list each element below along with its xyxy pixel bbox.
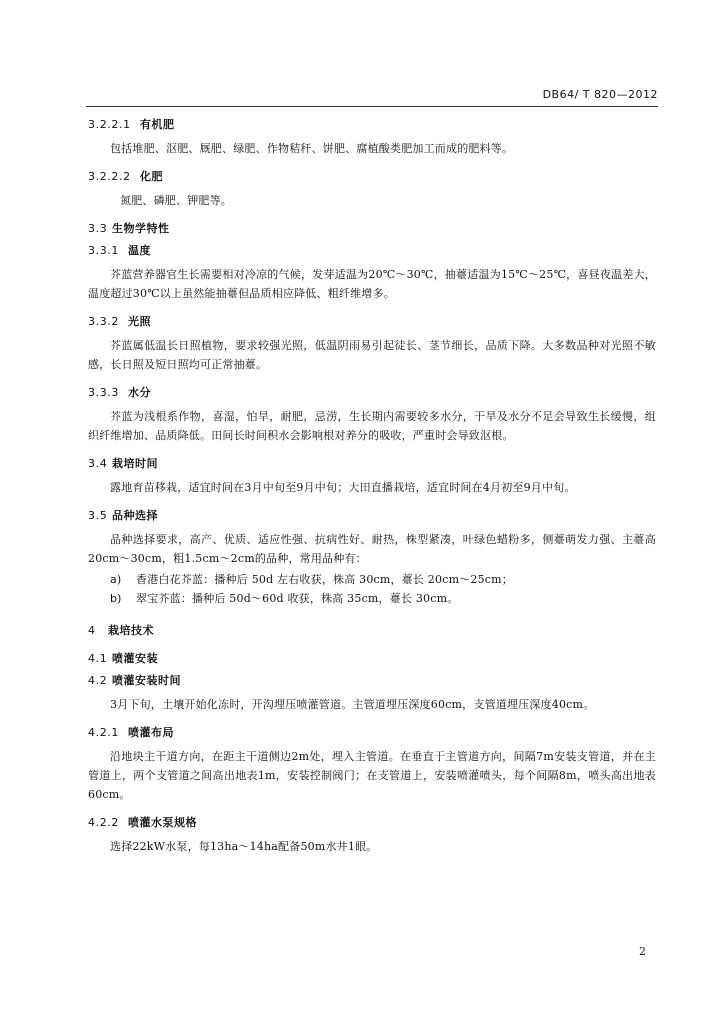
section-paragraph: 芥蓝营养器官生长需要相对冷凉的气候，发芽适温为20℃～30℃，抽薹适温为15℃～25℃，喜昼夜温差大，温度超过30℃以上虽然能抽薹但品质相应降低、粗纤维增多。 — [88, 268, 656, 300]
section-heading-3-5 — [88, 505, 656, 527]
section-number: 4 — [88, 624, 96, 637]
page-content — [88, 114, 656, 864]
section-title: 水分 — [128, 386, 151, 399]
section-number: 4.2.2 — [88, 816, 119, 829]
section-title: 化肥 — [140, 170, 163, 183]
section-paragraph: 品种选择要求，高产、优质、适应性强、抗病性好、耐热，株型紧凑，叶绿色蜡粉多，侧薹萌发力强、主薹高20cm～30cm，粗1.5cm～2cm的品种，常用品种有： — [88, 533, 656, 565]
section-number: 3.3.2 — [88, 315, 119, 328]
list-item — [88, 570, 656, 589]
section-number: 3.2.2.2 — [88, 170, 131, 183]
section-heading-4-1 — [88, 648, 656, 670]
section-number: 3.3 — [88, 222, 108, 235]
section-title: 喷灌水泵规格 — [128, 816, 197, 829]
section-number: 3.4 — [88, 457, 108, 470]
standard-code: DB64/ T 820—2012 — [542, 88, 658, 101]
section-title: 喷灌安装 — [112, 652, 158, 665]
list-marker: a) — [110, 573, 122, 586]
section-title: 栽培时间 — [112, 457, 158, 470]
section-paragraph: 沿地块主干道方向，在距主干道侧边2m处，埋入主管道。在垂直于主管道方向，间隔7m安装支管道，并在主管道上，两个支管道之间高出地表1m，安装控制阀门；在支管道上，安装喷灌喷头，每个间隔8m，喷头高出地表60cm。 — [88, 750, 656, 801]
section-title: 温度 — [128, 244, 151, 257]
section-paragraph: 芥蓝属低温长日照植物，要求较强光照，低温阴雨易引起徒长、茎节细长，品质下降。大多数品种对光照不敏感，长日照及短日照均可正常抽薹。 — [88, 339, 656, 371]
section-number: 3.3.3 — [88, 386, 119, 399]
section-title: 有机肥 — [140, 118, 175, 131]
section-paragraph: 露地育苗移栽，适宜时间在3月中旬至9月中旬；大田直播栽培，适宜时间在4月初至9月中旬。 — [110, 481, 576, 494]
section-number: 4.2 — [88, 674, 108, 687]
section-title: 光照 — [128, 315, 151, 328]
section-paragraph: 包括堆肥、沤肥、厩肥、绿肥、作物秸秆、饼肥、腐植酸类肥加工而成的肥料等。 — [110, 142, 514, 155]
page-number: 2 — [639, 945, 646, 958]
header-divider — [86, 106, 658, 107]
spacer — [88, 608, 656, 620]
section-number: 3.2.2.1 — [88, 118, 131, 131]
section-heading-3-3-1 — [88, 240, 656, 262]
section-heading-3-3-2 — [88, 311, 656, 333]
section-number: 4.1 — [88, 652, 108, 665]
section-paragraph: 选择22kW水泵，每13ha～14ha配备50m水井1眼。 — [110, 840, 378, 853]
section-number: 3.5 — [88, 509, 108, 522]
list-item — [88, 589, 656, 608]
section-heading-4-2 — [88, 670, 656, 692]
section-heading-3-2-2-2 — [88, 166, 656, 188]
section-heading-4-2-1 — [88, 722, 656, 744]
section-title: 品种选择 — [112, 509, 158, 522]
section-title: 喷灌安装时间 — [112, 674, 181, 687]
section-title: 生物学特性 — [112, 222, 170, 235]
section-paragraph: 氮肥、磷肥、钾肥等。 — [120, 194, 232, 207]
section-paragraph: 3月下旬，土壤开始化冻时，开沟埋压喷灌管道。主管道埋压深度60cm，支管道埋压深度40cm。 — [110, 698, 595, 711]
section-title: 栽培技术 — [108, 624, 154, 637]
section-paragraph: 芥蓝为浅根系作物，喜湿，怕旱，耐肥，忌涝，生长期内需要较多水分，干旱及水分不足会导致生长缓慢，组织纤维增加、品质降低。田间长时间积水会影响根对养分的吸收，严重时会导致沤根。 — [88, 410, 656, 442]
section-heading-3-3 — [88, 218, 656, 240]
list-marker: b) — [110, 592, 122, 605]
section-heading-3-4 — [88, 453, 656, 475]
section-heading-3-3-3 — [88, 382, 656, 404]
section-number: 4.2.1 — [88, 726, 119, 739]
list-item-text: 翠宝芥蓝：播种后 50d～60d 收获，株高 35cm，薹长 30cm。 — [136, 592, 459, 605]
section-number: 3.3.1 — [88, 244, 119, 257]
section-title: 喷灌布局 — [128, 726, 174, 739]
list-item-text: 香港白花芥蓝：播种后 50d 左右收获，株高 30cm，薹长 20cm～25cm； — [136, 573, 513, 586]
chapter-heading-4 — [88, 620, 656, 642]
section-heading-4-2-2 — [88, 812, 656, 834]
section-heading-3-2-2-1 — [88, 114, 656, 136]
